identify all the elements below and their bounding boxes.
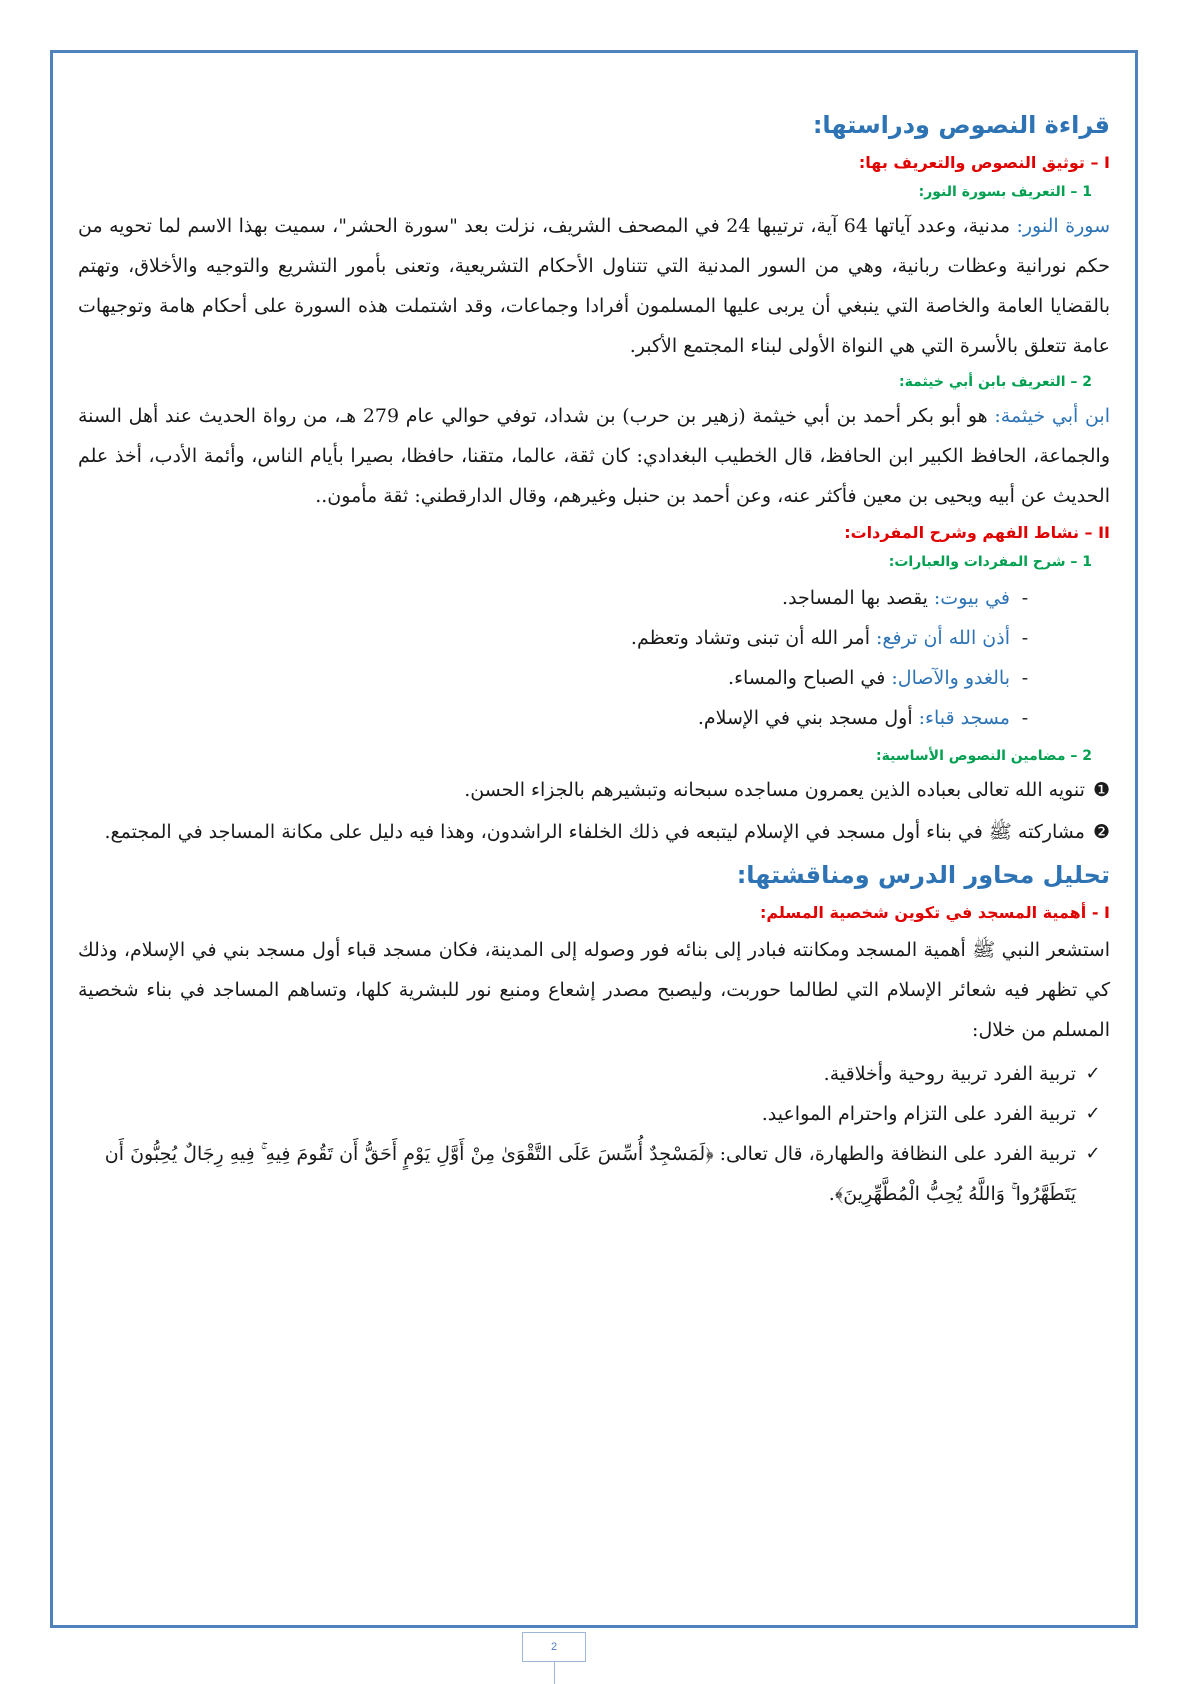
section-title-analysis: تحليل محاور الدرس ومناقشتها: [736,861,1110,889]
checkmark-icon: ✓ [1085,1063,1101,1084]
lead-term: سورة النور: [1016,215,1110,237]
checkmark-icon: ✓ [1085,1143,1101,1164]
item-text: مشاركته ﷺ في بناء أول مسجد في الإسلام ليتبعه في ذلك الخلفاء الراشدون، وهذا فيه دليل على مكانة المساجد في المجتمع. [104,821,1085,843]
document-content [78,108,1110,1214]
dash-bullet: - [1021,707,1029,729]
check-text: تربية الفرد على النظافة والطهارة، قال تعالى: ﴿لَمَسْجِدٌ أُسِّسَ عَلَى التَّقْوَىٰ مِنْ أَوَّلِ يَوْمٍ أَحَقُّ أَن تَقُومَ فِيهِ ۚ فِيهِ رِجَالٌ يُحِبُّونَ أَن يَتَطَهَّرُوا ۚ وَاللَّهُ يُحِبُّ الْمُطَّهِّرِينَ﴾. [104,1143,1076,1205]
list-item [78,658,1040,698]
number-badge-icon: ❷ [1092,821,1110,843]
dash-bullet: - [1021,627,1029,649]
list-item [78,1054,1110,1094]
subheading-vocabulary: 1 – شرح المفردات والعبارات: [888,554,1092,570]
paragraph-ibn-abi-khaythama [78,396,1110,516]
paragraph-text: مدنية، وعدد آياتها 64 آية، ترتيبها 24 في المصحف الشريف، نزلت بعد "سورة الحشر"، سميت بهذا الاسم لما تحويه من حكم نورانية وعظات ربانية، وهي من السور المدنية التي تتناول الأحكام التشريعية، وتعنى بأمور التشريع والتوجيه والأخلاق، وتهتم بالقضايا العامة والخاصة التي ينبغي أن يربى عليها المسلمون أفرادا وجماعات، وقد اشتملت هذه السورة على أحكام هامة وتوجيهات عامة تتعلق بالأسرة التي هي النواة الأولى لبناء المجتمع الأكبر. [78,215,1110,357]
vocab-term: أذن الله أن ترفع: [876,627,1010,649]
vocabulary-list [78,578,1040,738]
page-number-connector [554,1662,555,1684]
numbered-item [78,770,1110,810]
checklist [78,1054,1110,1214]
page-number: 2 [522,1632,586,1662]
list-item [78,578,1040,618]
vocab-term: مسجد قباء: [918,707,1010,729]
part-heading-documentation: I – توثيق النصوص والتعريف بها: [858,153,1110,172]
vocab-term: في بيوت: [933,587,1010,609]
number-badge-icon: ❶ [1092,779,1110,801]
lead-term: ابن أبي خيثمة: [994,405,1111,427]
vocab-definition: يقصد بها المساجد. [782,587,934,609]
paragraph-text: هو أبو بكر أحمد بن أبي خيثمة (زهير بن حرب) بن شداد، توفي حوالي عام 279 هـ، من رواة الحديث عند أهل السنة والجماعة، الحافظ الكبير ابن الحافظ، قال الخطيب البغدادي: كان ثقة، عالما، متقنا، حافظا، بصيرا بأيام الناس، وأئمة الأدب، أخذ علم الحديث عن أبيه ويحيى بن معين فأكثر عنه، وعن أحمد بن حنبل وغيرهم، وقال الدارقطني: ثقة مأمون.. [78,405,1110,507]
check-text: تربية الفرد على التزام واحترام المواعيد. [761,1103,1076,1125]
section-title-reading: قراءة النصوص ودراستها: [812,111,1110,139]
vocab-definition: في الصباح والمساء. [728,667,892,689]
paragraph-mosque-importance: استشعر النبي ﷺ أهمية المسجد ومكانته فبادر إلى بنائه فور وصوله إلى المدينة، فكان مسجد قباء أول مسجد بني في الإسلام، وذلك كي تظهر فيه شعائر الإسلام التي لطالما حوربت، وليصبح مصدر إشعاع ومنبع نور للبشرية كلها، وتساهم المساجد في بناء شخصية المسلم من خلال: [78,939,1110,1041]
vocab-definition: أمر الله أن تبنى وتشاد وتعظم. [630,627,877,649]
vocab-definition: أول مسجد بني في الإسلام. [697,707,919,729]
numbered-item [78,812,1110,852]
subheading-main-themes: 2 – مضامين النصوص الأساسية: [876,748,1092,764]
subheading-ibn-abi-khaythama: 2 – التعريف بابن أبي خيثمة: [898,374,1092,390]
list-item [78,1134,1110,1214]
subheading-surah-nur: 1 – التعريف بسورة النور: [918,184,1092,200]
list-item [78,618,1040,658]
vocab-term: بالغدو والآصال: [891,667,1010,689]
list-item [78,1094,1110,1134]
part-heading-comprehension: II – نشاط الفهم وشرح المفردات: [844,523,1110,542]
part-heading-mosque-importance: I - أهمية المسجد في تكوين شخصية المسلم: [759,903,1110,922]
checkmark-icon: ✓ [1085,1103,1101,1124]
list-item [78,698,1040,738]
dash-bullet: - [1021,667,1029,689]
paragraph-surah-nur [78,206,1110,366]
item-text: تنويه الله تعالى بعباده الذين يعمرون مساجده سبحانه وتبشيرهم بالجزاء الحسن. [464,779,1085,801]
check-text: تربية الفرد تربية روحية وأخلاقية. [823,1063,1076,1085]
dash-bullet: - [1021,587,1029,609]
